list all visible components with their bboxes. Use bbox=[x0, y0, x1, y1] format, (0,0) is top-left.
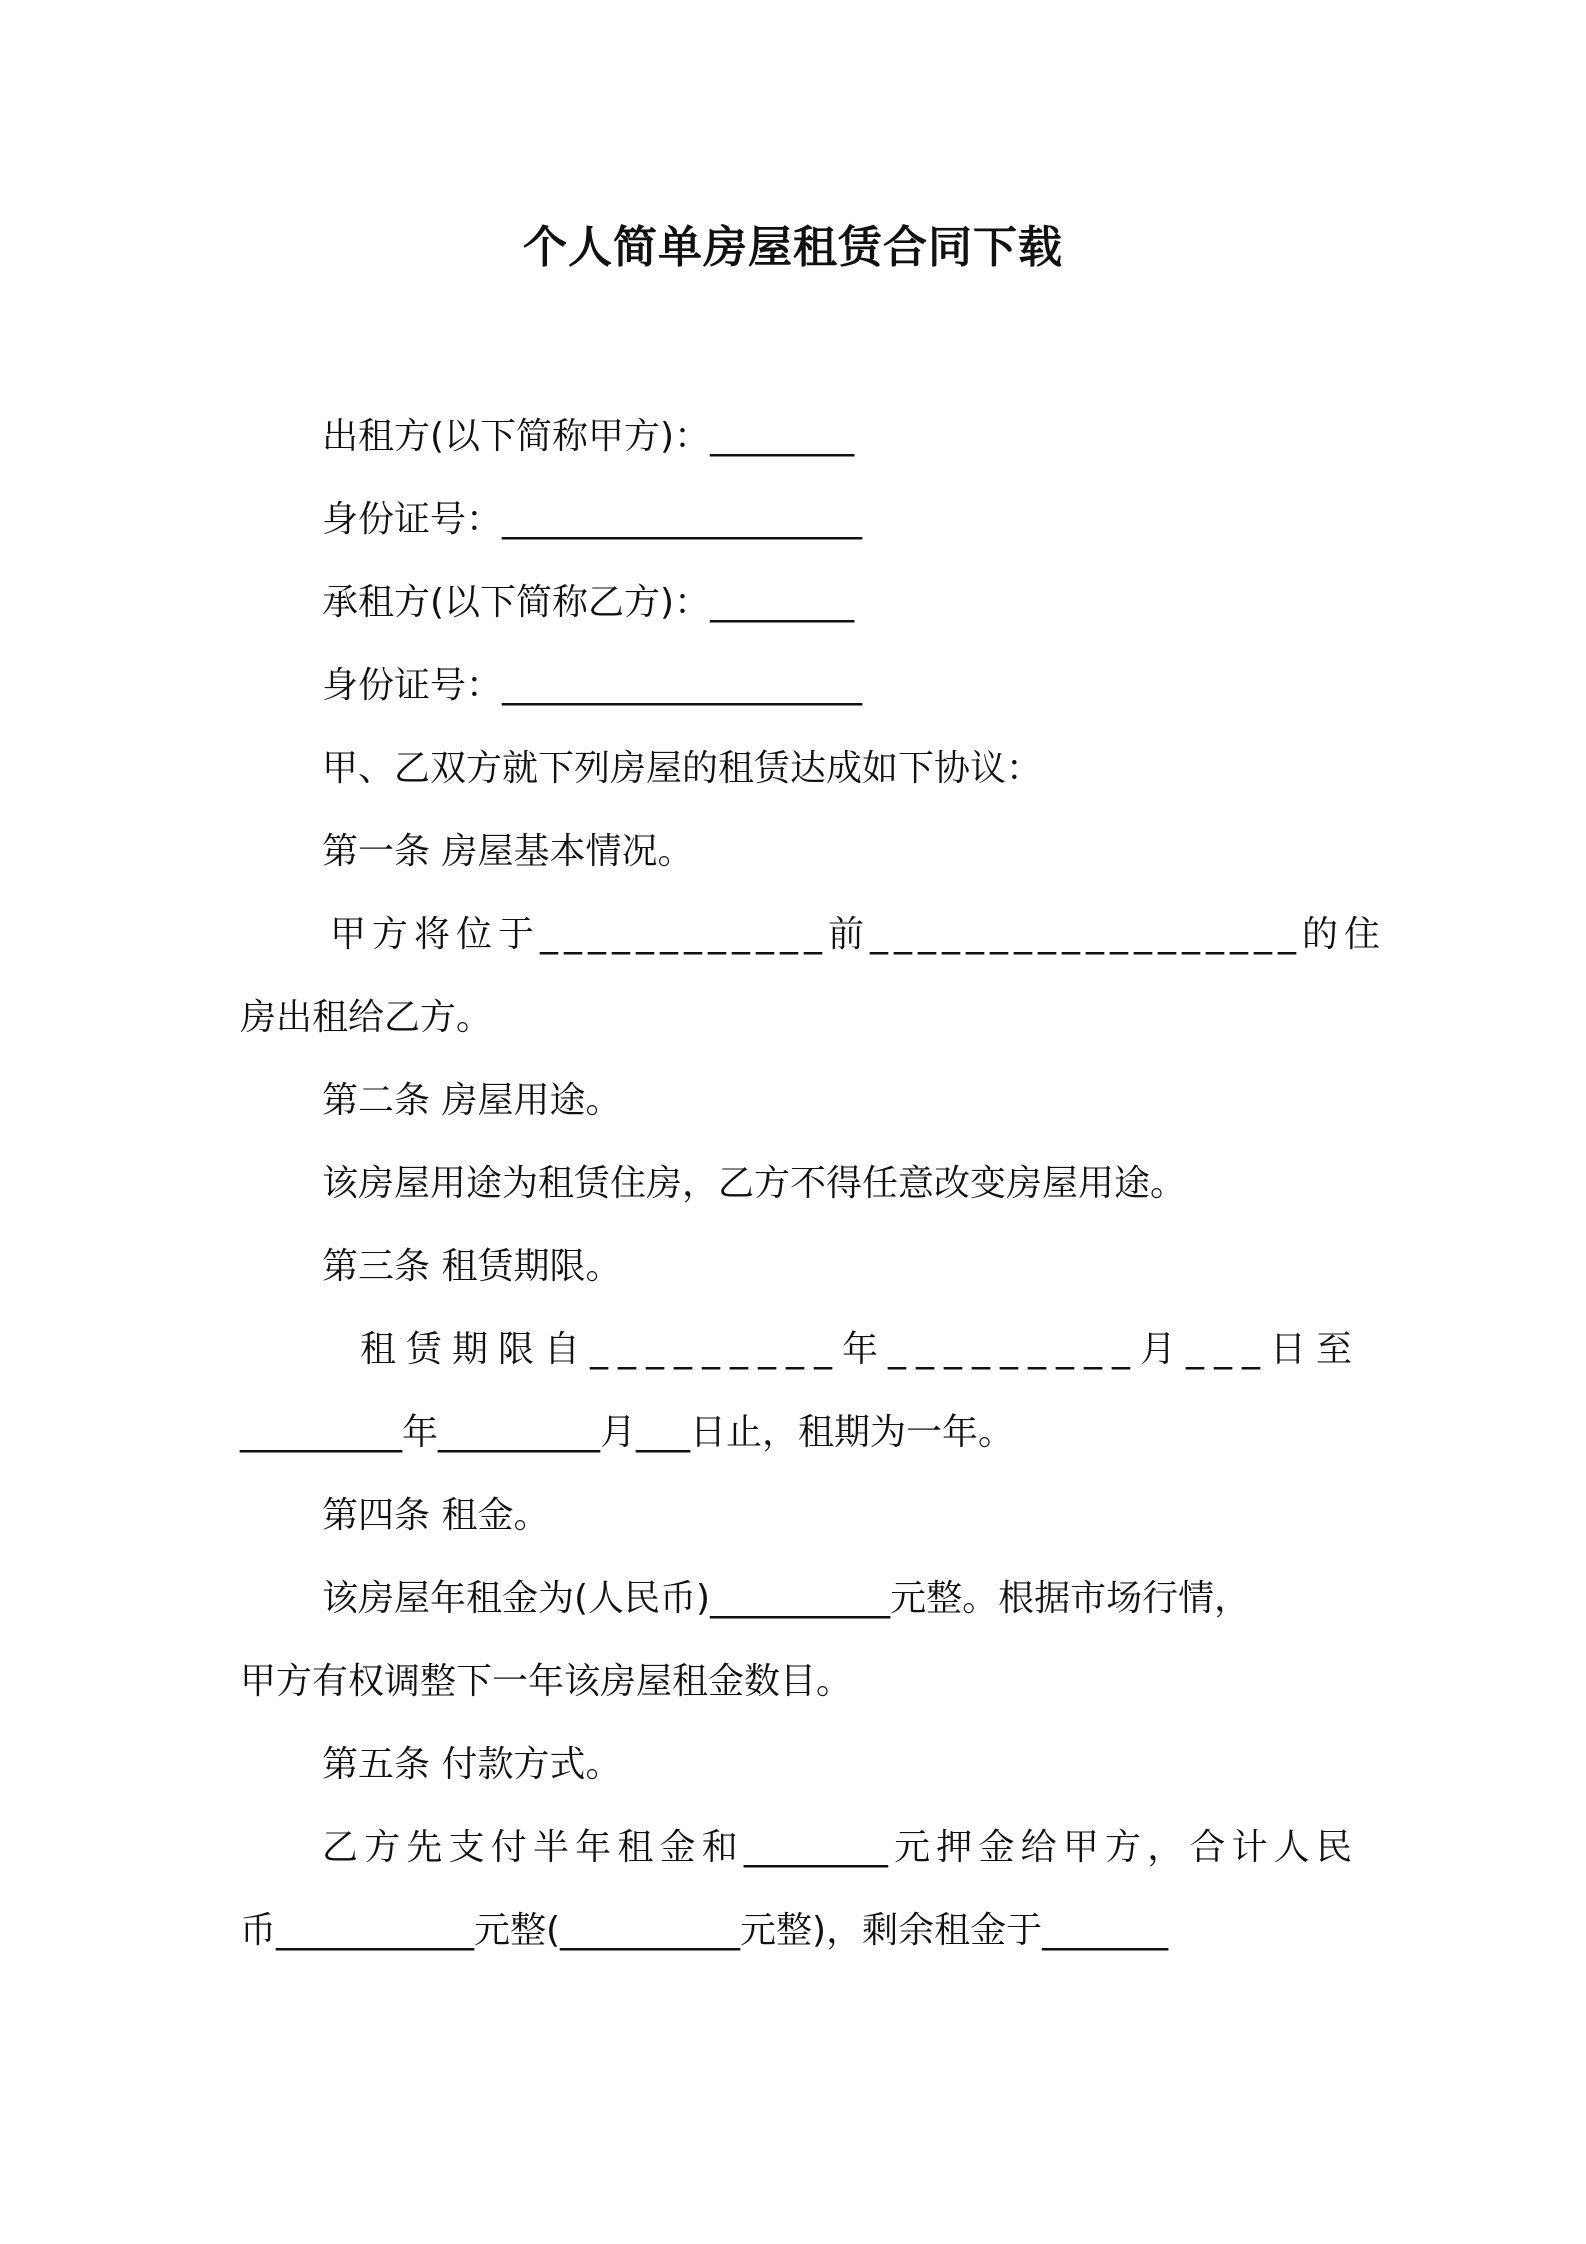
article-2-heading: 第二条 房屋用途。 bbox=[322, 1080, 622, 1121]
article-3-heading: 第三条 租赁期限。 bbox=[322, 1246, 622, 1287]
article-3-text-line-2: _________年_________月___日止，租期为一年。 bbox=[240, 1412, 1015, 1453]
article-5-text-line-2: 币___________元整(__________元整)，剩余租金于_______ bbox=[240, 1910, 1169, 1951]
article-2-text: 该房屋用途为租赁住房，乙方不得任意改变房屋用途。 bbox=[322, 1163, 1187, 1204]
document-title: 个人简单房屋租赁合同下载 bbox=[523, 222, 1063, 273]
article-4-text-line-2: 甲方有权调整下一年该房屋租金数目。 bbox=[240, 1661, 853, 1702]
article-1-text-line-1: 甲方将位于____________前__________________的住 bbox=[330, 914, 1387, 955]
lessee-line: 承租方(以下简称乙方)：________ bbox=[322, 582, 855, 623]
lessee-id-line: 身份证号：____________________ bbox=[322, 665, 863, 706]
article-4-text-line-1: 该房屋年租金为(人民币)__________元整。根据市场行情， bbox=[322, 1578, 1251, 1619]
article-3-text-line-1: 租赁期限自_________年_________月___日至 bbox=[360, 1329, 1363, 1370]
article-5-heading: 第五条 付款方式。 bbox=[322, 1744, 622, 1785]
article-1-heading: 第一条 房屋基本情况。 bbox=[322, 831, 694, 872]
agreement-intro: 甲、乙双方就下列房屋的租赁达成如下协议： bbox=[322, 748, 1043, 789]
article-5-text-line-1: 乙方先支付半年租金和________元押金给甲方，合计人民 bbox=[322, 1827, 1352, 1868]
article-4-heading: 第四条 租金。 bbox=[322, 1495, 550, 1536]
lessor-line: 出租方(以下简称甲方)：________ bbox=[322, 416, 855, 457]
lessor-id-line: 身份证号：____________________ bbox=[322, 499, 863, 540]
article-1-text-line-2: 房出租给乙方。 bbox=[240, 997, 493, 1038]
